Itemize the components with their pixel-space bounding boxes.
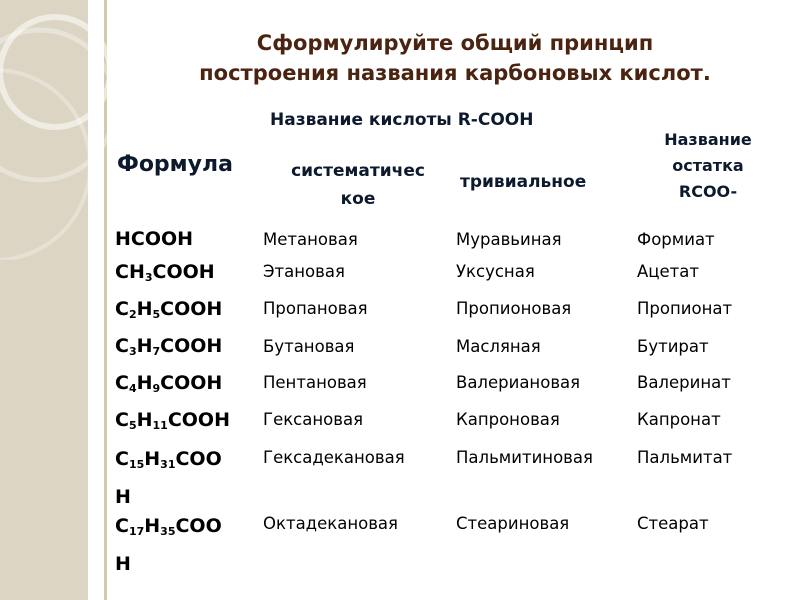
header-systematic	[268, 157, 448, 213]
header-systematic-line-2: кое	[340, 189, 376, 209]
formula-cell: $C_4H_9COOH$	[115, 372, 223, 395]
slide-title-line-1: Сформулируйте общий принцип	[256, 31, 654, 55]
slide-title-line-2: построения названия карбоновых кислот.	[199, 61, 711, 85]
systematic-name: Пропановая	[263, 299, 368, 318]
header-formula: Формула	[117, 152, 233, 177]
formula-cell: $CH_3COOH$	[115, 261, 215, 284]
trivial-name: Муравьиная	[456, 230, 562, 249]
formula-cell: $C_2H_5COOH$	[115, 298, 223, 321]
residue-name: Формиат	[637, 230, 715, 249]
systematic-name: Метановая	[263, 230, 358, 249]
systematic-name: Гексановая	[263, 410, 364, 429]
residue-name: Бутират	[637, 337, 709, 356]
formula-cell: $C_3H_7COOH$	[115, 335, 223, 358]
residue-name: Ацетат	[637, 262, 700, 281]
header-trivial: тривиальное	[460, 172, 587, 192]
slide-title	[120, 28, 790, 88]
residue-name: Пропионат	[637, 299, 733, 318]
residue-name: Капронат	[637, 410, 721, 429]
trivial-name: Пальмитиновая	[456, 448, 593, 467]
header-residue-line-2: остатка	[672, 156, 744, 175]
header-residue-line-1: Название	[664, 130, 752, 149]
header-residue-name	[644, 127, 772, 205]
trivial-name: Стеариновая	[456, 514, 570, 533]
residue-name: Стеарат	[637, 514, 709, 533]
trivial-name: Масляная	[456, 337, 541, 356]
header-systematic-line-1: систематичес	[291, 161, 425, 181]
formula-cell: HCOOH	[115, 228, 194, 250]
residue-name: Валеринат	[637, 373, 731, 392]
trivial-name: Капроновая	[456, 410, 560, 429]
formula-cell: $C_{17}H_{35}COO$ H	[115, 515, 222, 575]
residue-name: Пальмитат	[637, 448, 733, 467]
systematic-name: Октадекановая	[263, 514, 398, 533]
header-acid-name-group: Название кислоты R-COOH	[270, 110, 534, 130]
trivial-name: Уксусная	[456, 262, 535, 281]
systematic-name: Пентановая	[263, 373, 367, 392]
formula-cell: $C_5H_{11}COOH$	[115, 409, 230, 432]
systematic-name: Гексадекановая	[263, 448, 405, 467]
formula-cell: $C_{15}H_{31}COO$ H	[115, 448, 222, 508]
trivial-name: Валериановая	[456, 373, 581, 392]
header-residue-line-3: RCOO-	[678, 182, 738, 201]
trivial-name: Пропионовая	[456, 299, 572, 318]
systematic-name: Этановая	[263, 262, 345, 281]
systematic-name: Бутановая	[263, 337, 355, 356]
